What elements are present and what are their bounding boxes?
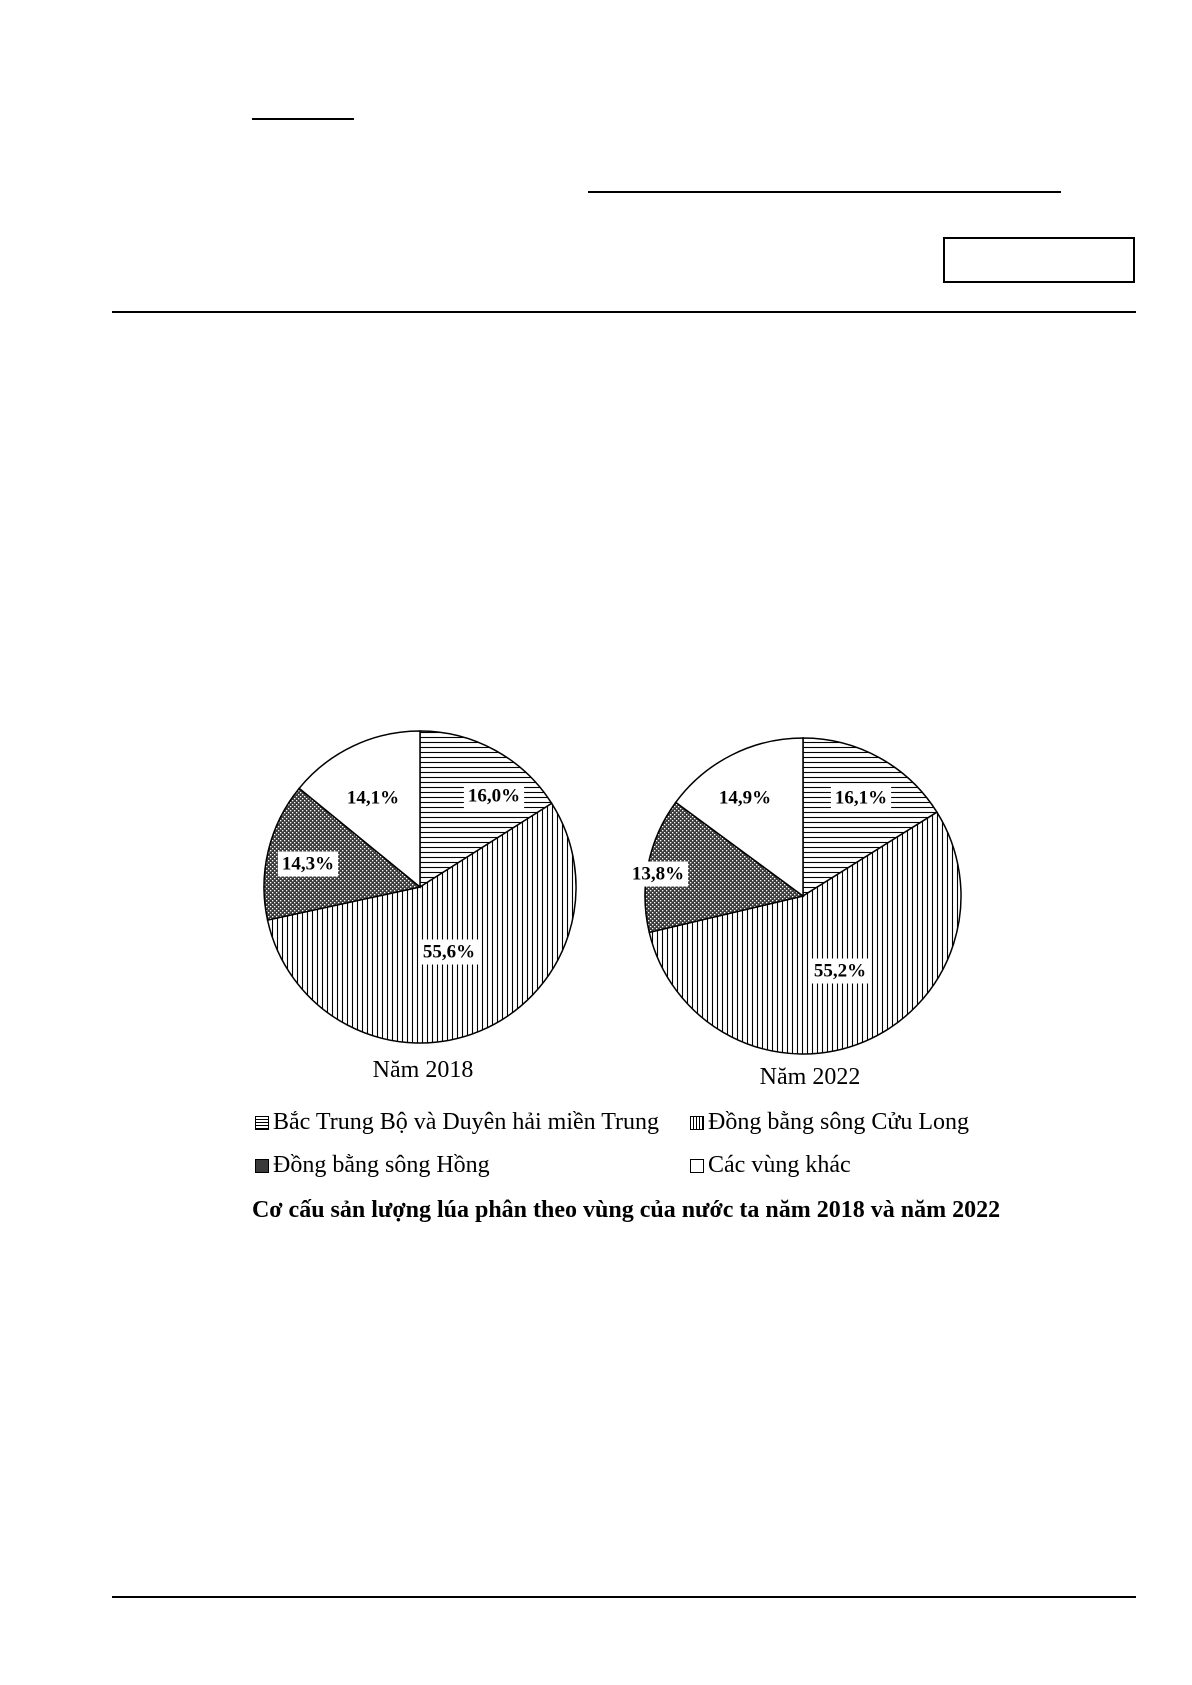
- pie-caption-2022: Năm 2022: [759, 1064, 861, 1090]
- pie-data-label: [715, 786, 775, 811]
- pie-label-text: 55,6%: [422, 941, 476, 963]
- pie-2022: [628, 738, 961, 1054]
- blank-swatch-icon: [690, 1159, 704, 1173]
- horizontal-lines-swatch-icon: [255, 1116, 269, 1130]
- pie-data-label: [831, 786, 891, 811]
- pie-caption-2018: Năm 2018: [372, 1057, 474, 1083]
- legend-label: Đồng bằng sông Cửu Long: [708, 1109, 969, 1135]
- legend-label: Các vùng khác: [708, 1152, 851, 1178]
- pie-data-label: [343, 786, 403, 811]
- legend-item-cac-vung-khac: [690, 1152, 851, 1179]
- pie-label-text: 14,3%: [281, 853, 335, 875]
- legend-item-dbsh: [255, 1152, 490, 1179]
- legend-label: Đồng bằng sông Hồng: [273, 1152, 490, 1178]
- pie-label-text: 13,8%: [631, 863, 685, 885]
- legend-item-bac-trung-bo: [255, 1109, 659, 1136]
- pie-data-label: [464, 784, 524, 809]
- dense-dots-swatch-icon: [255, 1159, 269, 1173]
- vertical-lines-swatch-icon: [690, 1116, 704, 1130]
- pie-label-text: 14,1%: [346, 787, 400, 809]
- pie-label-text: 16,0%: [467, 785, 521, 807]
- pie-data-label: [810, 959, 870, 984]
- pie-2018: [264, 731, 576, 1043]
- chart-title: Cơ cấu sản lượng lúa phân theo vùng của nước ta năm 2018 và năm 2022: [251, 1197, 1001, 1223]
- legend-item-dbscl: [690, 1109, 969, 1136]
- pie-label-text: 55,2%: [813, 960, 867, 982]
- pie-data-label: [628, 862, 688, 887]
- legend-label: Bắc Trung Bộ và Duyên hải miền Trung: [273, 1109, 660, 1135]
- pie-label-text: 16,1%: [834, 787, 888, 809]
- pie-label-text: 14,9%: [718, 787, 772, 809]
- pie-data-label: [419, 940, 479, 965]
- pie-data-label: [278, 852, 338, 877]
